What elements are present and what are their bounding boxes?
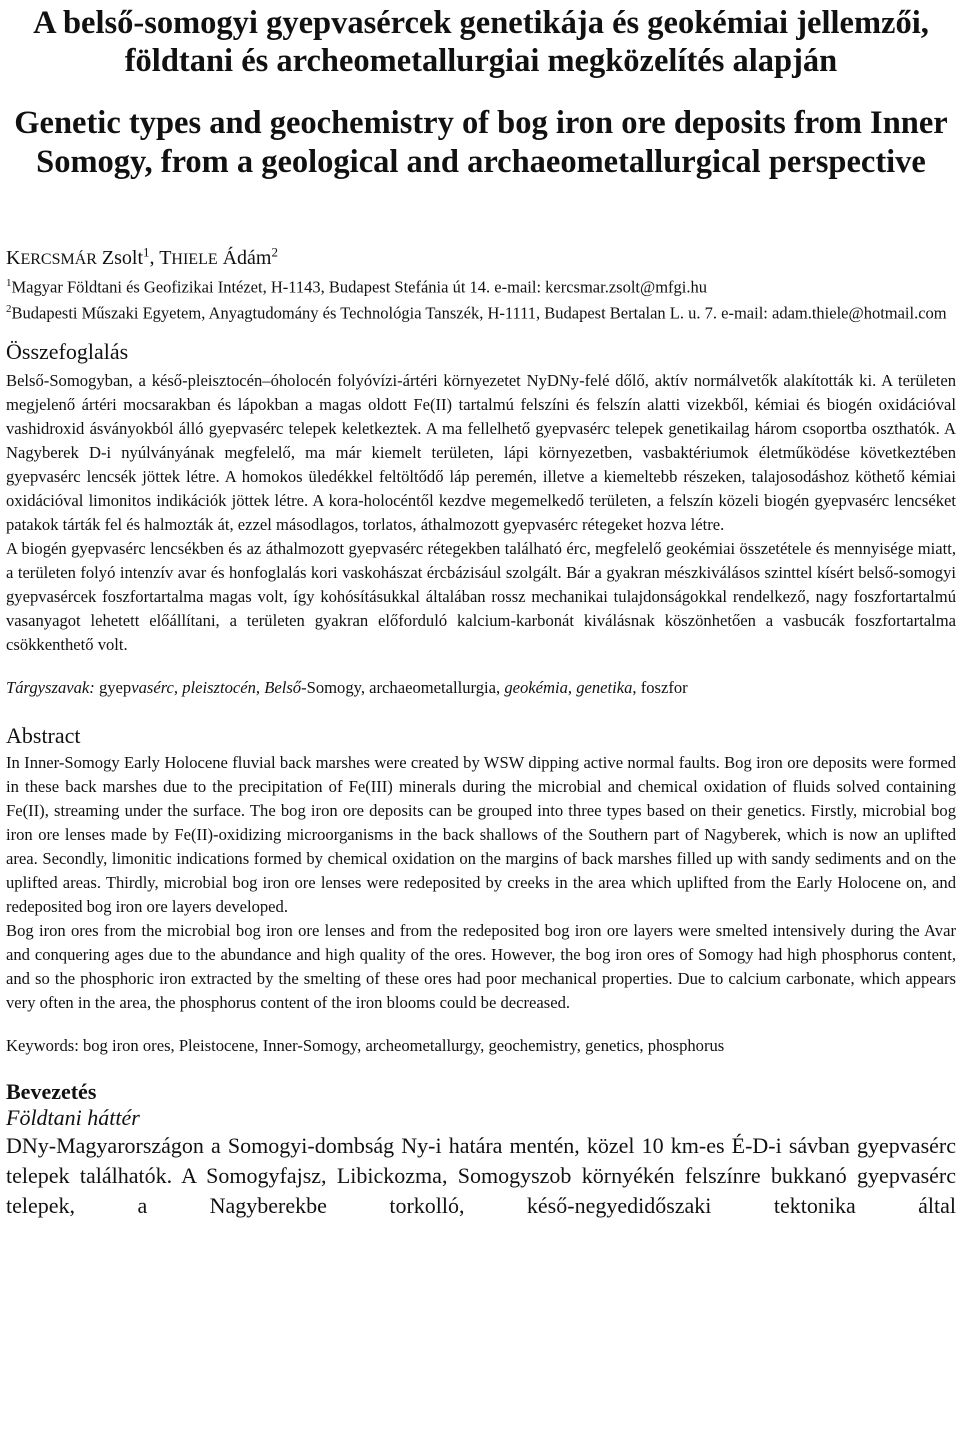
author-2-given: Ádám [217,246,272,269]
keywords-hu-part: , foszfor [632,677,688,697]
summary-paragraph-2: A biogén gyepvasérc lencsékben és az áthalmozott gyepvasérc rétegekben található érc, megfelelő geokémiai összetétele és mennyisége miatt, a területen folyó intenzív avar és honfoglalás kori vaskohászat ércbázisául szolgált. Bár a gyakran mészkiválásos szinttel kísért belső-somogyi gyepvasércek foszfortartalma magas volt, így kohósításukkal általában rossz mechanikai tulajdonságokkal rendelkező, nagy foszfortartalmú vasanyagot lehetett előállítani, a területen gyakran előforduló kalcium-karbonát kiválásnak köszönhetően a vasbucák foszfortartalma csökkenthető volt. [6,538,956,654]
paper-page [6,0,956,1221]
keywords-hu-part: Somogy, archaeometallurgia, [306,677,505,697]
affiliation-2 [6,298,956,325]
author-1-surname: ERCSMÁR [20,250,97,268]
affiliation-1 [6,272,956,299]
title-english: Genetic types and geochemistry of bog iron ore deposits from Inner Somogy, from a geological and archaeometallurgical perspective [14,105,948,180]
author-2 [159,244,278,269]
keywords-english: Keywords: bog iron ores, Pleistocene, Inner-Somogy, archeometallurgy, geochemistry, genetics, phosphorus [6,1035,725,1055]
author-1-initial: K [6,246,21,269]
summary-paragraph-1: Belső-Somogyban, a késő-pleisztocén–óholocén folyóvízi-ártéri környezetet NyDNy-felé dőlő, aktív normálvetők alakították ki. A területen megjelenő ártéri mocsarakban és lápokban a magas oldott Fe(II) tartalmú felszíni és felszín alatti vizekből, kémiai és biogén oxidációval vashidroxid ásványokból álló gyepvasérc telepek keletkeztek. A ma fellelhető gyepvasérc telepek genetikailag három csoportba oszthatók. A Nagyberek D-i nyúlványának megfelelő, ma már kiemelt területen, lápi környezetben, vasbaktériumok életműködése következtében gyepvasérc lencsék jöttek létre. A homokos üledékkel feltöltődő láp peremén, illetve a kiemeltebb részeken, talajosodáshoz köthető kémiai oxidációval limonitos indikációk jöttek létre. A kora-holocéntől kezdve megemelkedő területen, a felszín közeli biogén gyepvasérc lencséket patakok tárták fel és halmozták át, ezzel másodlagos, torlatos, áthalmozott gyepvasérc rétegeket hozva létre. [6,370,956,534]
affiliation-1-text: Magyar Földtani és Geofizikai Intézet, H-1143, Budapest Stefánia út 14. e-mail: kercsmar.zsolt@mfgi.hu [11,277,707,297]
keywords-hu-part: gyep [94,677,132,697]
keywords-hu-part: vasérc, pleisztocén, Belső- [131,677,307,697]
introduction-heading: Bevezetés [6,1078,97,1104]
author-1-sup: 1 [143,244,150,259]
author-2-initial: T [159,246,172,269]
author-1-given: Zsolt [96,246,144,269]
summary-heading: Összefoglalás [6,338,129,364]
keywords-hungarian [6,676,956,700]
author-2-sup: 2 [271,244,278,259]
affiliation-2-sup: 2 [6,303,12,316]
keywords-hu-label: Tárgyszavak: [6,677,95,697]
title-hungarian: A belső-somogyi gyepvasércek genetikája és geokémiai jellemzői, földtani és archeometallurgiai megközelítés alapján [33,5,929,79]
abstract-paragraph-1: In Inner-Somogy Early Holocene fluvial back marshes were created by WSW dipping active normal faults. Bog iron ore deposits were formed in these back marshes due to the precipitation of Fe(III) minerals during the microbial and chemical oxidation of fluids solved containing Fe(II), streaming under the surface. The bog iron ore deposits can be grouped into three types based on their genetics. Firstly, microbial bog iron ore lenses made by Fe(II)-oxidizing microorganisms in the back shallows of the Southern part of Nagyberek, which is now an uplifted area. Secondly, limonitic indications formed by chemical oxidation on the margins of back marshes filled up with sandy sediments and on the uplifted areas. Thirdly, microbial bog iron ore lenses were redeposited by creeks in the area which uplifted from the Early Holocene on, and redeposited bog iron ore layers developed. [6,752,956,916]
abstract-heading: Abstract [6,722,81,748]
affiliation-1-sup: 1 [6,276,12,289]
author-line [6,240,956,272]
author-1 [6,244,150,269]
introduction-paragraph: DNy-Magyarországon a Somogyi-dombság Ny-i határa mentén, közel 10 km-es É-D-i sávban gyepvasérc telepek találhatók. A Somogyfajsz, Libickozma, Somogyszob környékén felszínre bukkanó gyepvasérc telepek, a Nagyberekbe torkolló, késő-negyedidőszaki tektonika által [6,1132,956,1218]
author-2-surname: HIELE [171,250,218,268]
affiliation-2-text: Budapesti Műszaki Egyetem, Anyagtudomány és Technológia Tanszék, H-1111, Budapest Bertalan L. u. 7. e-mail: adam.thiele@hotmail.com [11,303,947,323]
author-separator: , [149,246,160,269]
keywords-hu-part: geokémia, genetika [504,677,633,697]
abstract-paragraph-2: Bog iron ores from the microbial bog iron ore lenses and from the redeposited bog iron ore layers were smelted intensively during the Avar and conquering ages due to the abundance and high quality of the ores. However, the bog iron ores of Somogy had high phosphorus content, and so the phosphoric iron extracted by the smelting of these ores had poor mechanical properties. Due to calcium carbonate, which appears very often in the area, the phosphorus content of the iron blooms could be decreased. [6,920,956,1012]
introduction-subheading: Földtani háttér [6,1104,140,1130]
